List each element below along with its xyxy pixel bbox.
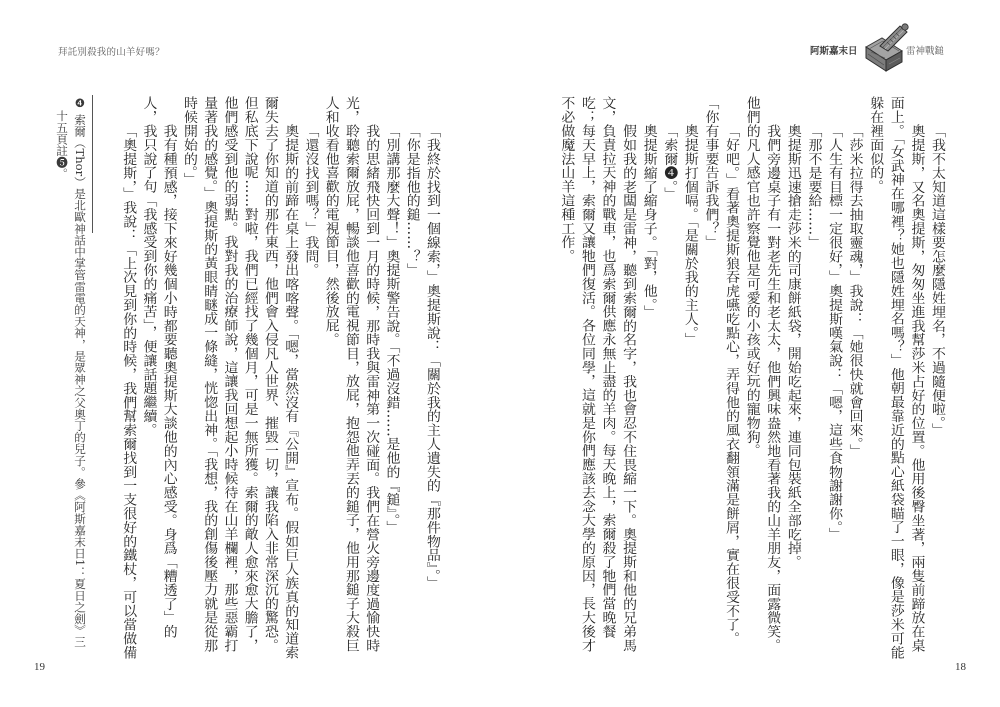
text-line: 文，負責拉天神的戰車，也爲索爾供應永無止盡的羊肉。每天晚上，索爾殺了牠們當晚餐 (599, 96, 616, 639)
paragraph (638, 96, 659, 662)
text-line: 我們旁邊桌子有一對老先生和老太太，他們興味盎然地看著我的山羊朋友，面露微笑。 (764, 123, 781, 652)
text-line: 他們的凡人感官也許察覺他是可愛的小孩或好玩的寵物狗。 (743, 96, 760, 458)
paragraph (556, 96, 638, 662)
paragraph (700, 96, 741, 662)
paragraph (138, 96, 179, 662)
text-line: 面上。「女武神在哪裡？她也隱姓埋名嗎？」他朝最靠近的點心紙袋瞄了一眼，像是莎米可能 (887, 96, 904, 659)
text-line: 「莎米拉得去抽取靈魂，」我說：「她很快就會回來。」 (846, 123, 863, 458)
text-line: 奧提斯縮了縮身子。「對，他。」 (640, 123, 657, 319)
paragraph (300, 96, 320, 662)
text-line: 人，我只說了句「我感受到你的痛苦」，便讓話題繼續。 (140, 96, 157, 437)
paragraph (679, 96, 700, 662)
paragraph (823, 96, 844, 662)
text-line: 我的思緒飛快回到一月的時候，那時我與雷神第一次碰面。我們在營火旁邊度過愉快時 (363, 123, 380, 652)
paragraph (926, 96, 947, 662)
text-line: 「你是指他的鎚……？」 (403, 123, 420, 277)
paragraph (422, 96, 442, 662)
footnote-line: ❹ 索爾（Thor）是北歐神話中掌管雷電的天神，是眾神之父奧丁的兒子。參《阿斯嘉末日1：夏日之劍》三 (73, 96, 87, 648)
text-line: 但私底下說呢……對啦，我們已經找了幾個月，可是一無所獲。索爾的敵人愈來愈大膽了， (241, 96, 258, 652)
footnote-line: 十五頁註❺。 (55, 109, 69, 180)
text-line: 爾失去了你知道的那件東西，他們會入侵凡人世界、摧毀一切，讓我陷入非常深沉的驚恐。 (262, 96, 278, 652)
text-line: 「我終於找到一個線索，」奧提斯說：「關於我的主人遺失的『那件物品』。」 (424, 123, 440, 590)
text-line: 「還沒找到嗎？」我問。 (302, 123, 319, 277)
body-text-right (555, 96, 947, 662)
text-line: 「別講那麼大聲！」奧提斯警告說。「不過沒錯……是他的『鎚』。」 (383, 123, 400, 534)
footnote (53, 96, 89, 662)
page-number: 19 (34, 661, 45, 673)
text-line: 奧提斯打個嗝。「是關於我的主人。」 (681, 123, 698, 347)
text-line: 不必做魔法山羊這種工作。 (558, 96, 575, 263)
text-line: 時候開始的。」 (181, 96, 197, 187)
paragraph (782, 96, 803, 662)
text-line: 吃；每天早上，索爾又讓牠們復活。各位同學，這就是你們應該去念大學的原因，長大後才 (578, 96, 595, 652)
text-line: 量著我的感覺。」奧提斯的黃眼睛瞇成一條縫，恍惚出神。「我想，我的創傷後壓力就是從那 (201, 96, 218, 652)
text-line: 「人生有目標一定很好，」奧提斯嘆氣說：「嗯，這些食物謝謝你。」 (826, 123, 843, 541)
text-line: 我有種預感，接下來好幾個小時都要聽奧提斯大談他的內心感受。身爲「糟透了」的 (160, 123, 177, 639)
body-text-left (118, 96, 442, 662)
text-line: 奧提斯的前蹄在桌上發出喀喀聲。「嗯，當然沒有『公開』宣布。假如巨人族真的知道索 (282, 123, 299, 659)
text-line: 躲在裡面似的。 (867, 96, 884, 194)
paragraph (803, 96, 824, 662)
paragraph (381, 96, 401, 662)
text-line: 「索爾❹。」 (661, 123, 678, 201)
text-line: 奧提斯，又名奧提斯，匆匆坐進我幫莎米占好的位置。他用後臀坐著，兩隻前蹄放在桌 (908, 123, 925, 652)
book-title: 雷神戰鎚 (906, 46, 945, 57)
running-title: 拜託別殺我的山羊好嗎？ (58, 47, 165, 58)
text-line: 「奧提斯，」我說：「上次見到你的時候，我們幫索爾找到一支很好的鐵杖，可以當做備 (120, 123, 137, 659)
paragraph (844, 96, 865, 662)
paragraph (179, 96, 301, 662)
text-line: 「那不是要給……」 (805, 123, 822, 249)
text-line: 假如我的老闆是雷神，聽到索爾的名字，我也會忍不住畏縮一下。奧提斯和他的兄弟馬 (620, 123, 637, 652)
paragraph (402, 96, 422, 662)
running-head (808, 18, 958, 72)
text-line: 奧提斯迅速搶走莎米的司康餅紙袋，開始吃起來，連同包裝紙全部吃掉。 (784, 123, 801, 569)
paragraph (865, 96, 927, 662)
footnote-divider (92, 95, 93, 233)
text-line: 「你有事要告訴我們？」 (702, 96, 719, 249)
text-line: 他們感受到他的弱點。我對我的治療師說，這讓我回想起小時候待在山羊欄裡，那些惡霸打 (221, 96, 238, 652)
text-line: 人和收看他喜歡的電視節目，然後放屁。 (322, 96, 339, 347)
paragraph (118, 96, 138, 662)
page-number: 18 (955, 661, 966, 673)
series-title: 阿斯嘉末日 (810, 46, 858, 57)
paragraph (321, 96, 382, 662)
text-line: 光，聆聽索爾放屁，暢談他喜歡的電視節目，放屁，抱怨他弄丟的鎚子，他用那鎚子大殺巨 (343, 96, 359, 652)
text-line: 「好吧。」看著奧提斯狼吞虎嚥吃點心，弄得他的風衣翻領滿是餅屑，實在很受不了。 (723, 123, 740, 646)
text-line: 「我不太知道這樣要怎麼隱姓埋名，不過隨便啦。」 (929, 123, 945, 437)
paragraph (659, 96, 680, 662)
paragraph (741, 96, 782, 662)
right-page (500, 0, 1000, 707)
